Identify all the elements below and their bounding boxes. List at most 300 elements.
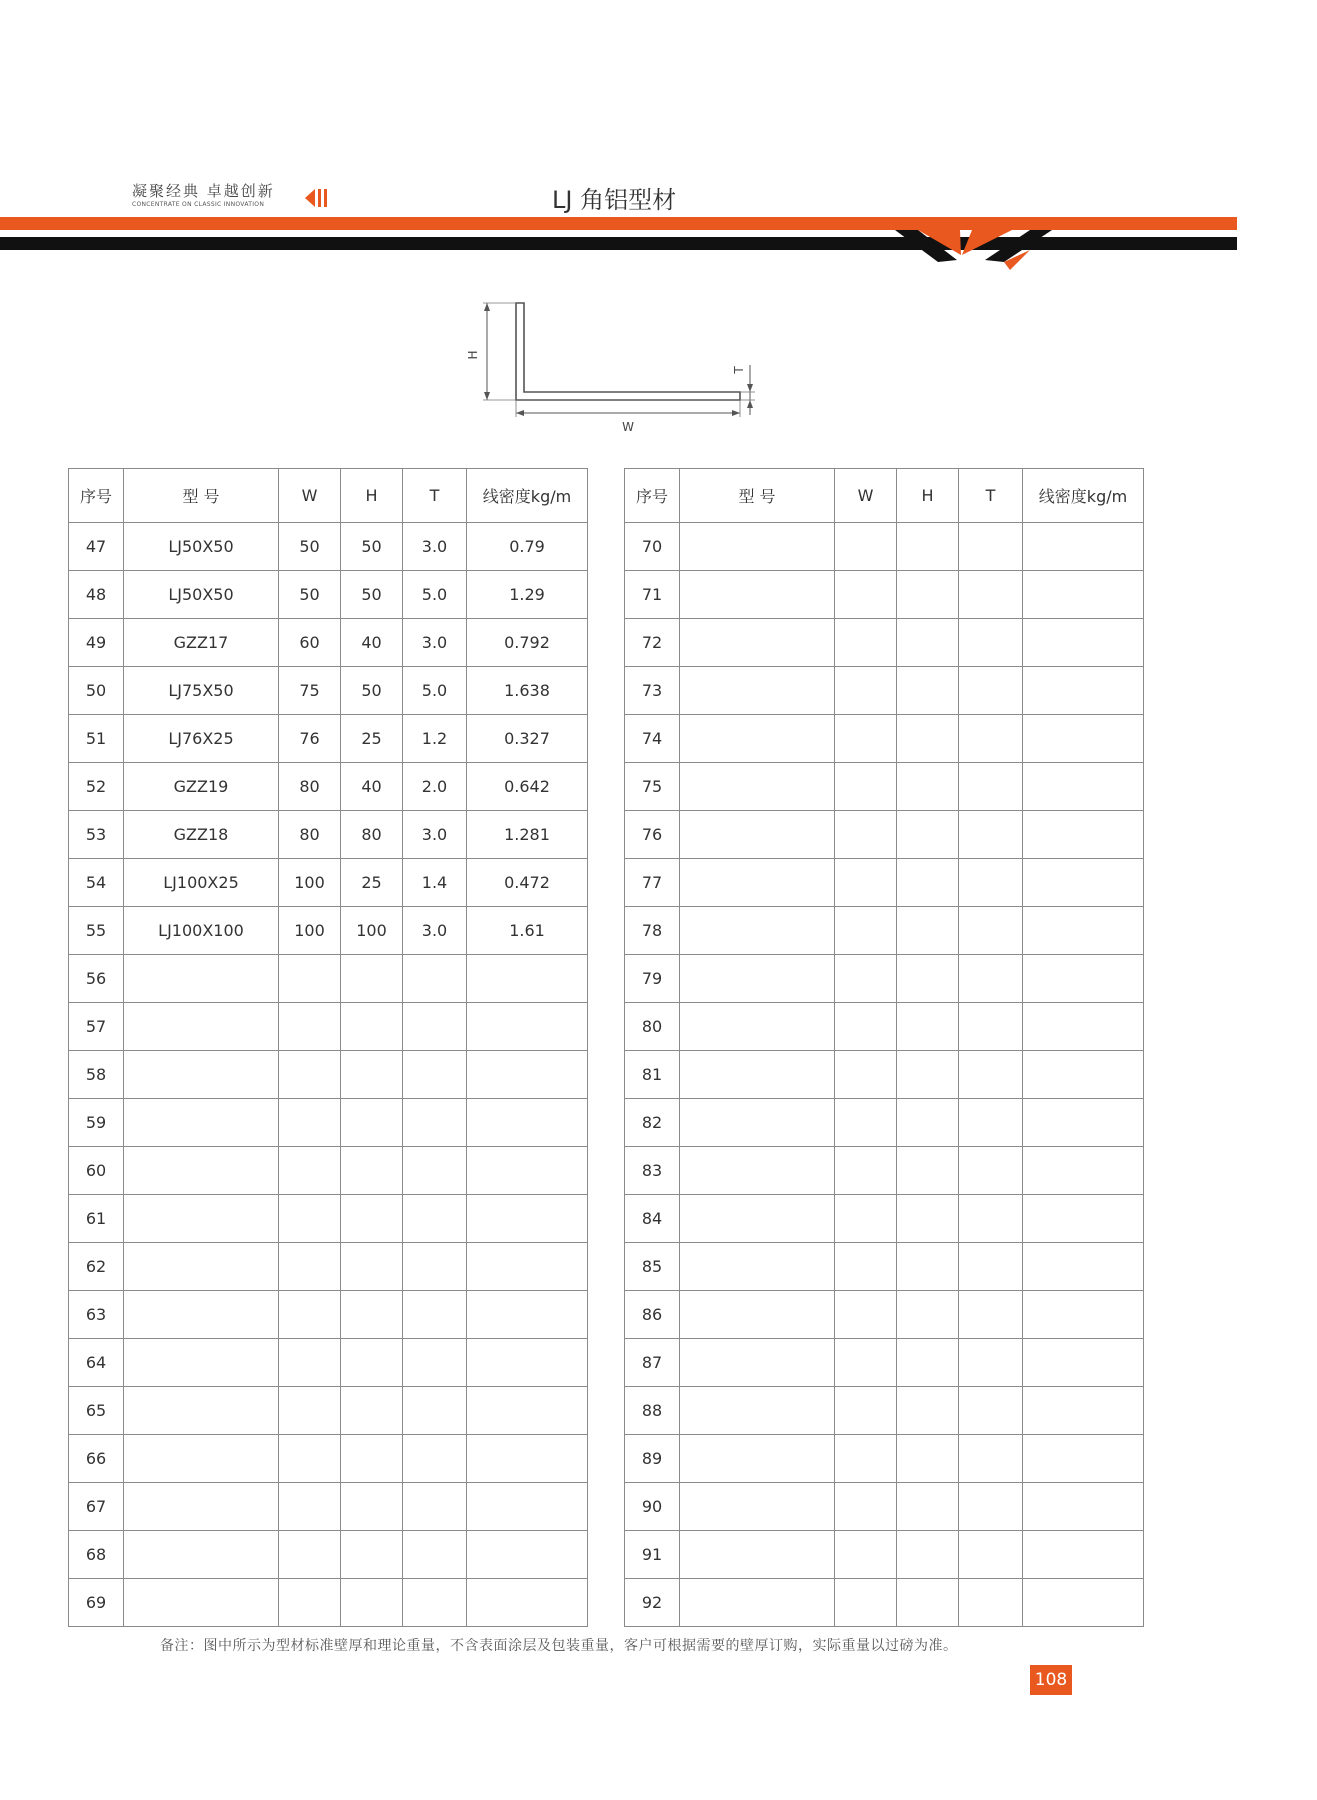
height-cell [897, 1243, 959, 1291]
model-cell: LJ50X50 [124, 571, 279, 619]
header-model: 型 号 [680, 469, 835, 523]
density-cell [1023, 1243, 1144, 1291]
thickness-cell [959, 1147, 1023, 1195]
serial-cell: 69 [69, 1579, 124, 1627]
model-cell [680, 1291, 835, 1339]
slogan-chinese: 凝聚经典 卓越创新 [132, 182, 275, 200]
model-cell: LJ100X100 [124, 907, 279, 955]
model-cell [680, 1243, 835, 1291]
density-cell [467, 1339, 588, 1387]
density-cell [467, 1147, 588, 1195]
header-t: T [403, 469, 467, 523]
serial-cell: 66 [69, 1435, 124, 1483]
density-cell [1023, 1483, 1144, 1531]
model-cell [680, 667, 835, 715]
density-cell [1023, 1531, 1144, 1579]
table-row [69, 859, 588, 907]
width-cell [835, 1099, 897, 1147]
width-cell [279, 1243, 341, 1291]
serial-cell: 49 [69, 619, 124, 667]
serial-cell: 81 [625, 1051, 680, 1099]
width-cell: 100 [279, 859, 341, 907]
serial-cell: 90 [625, 1483, 680, 1531]
density-cell: 1.281 [467, 811, 588, 859]
height-cell [897, 1531, 959, 1579]
width-cell: 80 [279, 763, 341, 811]
header-serial: 序号 [625, 469, 680, 523]
density-cell [467, 1435, 588, 1483]
thickness-cell: 1.2 [403, 715, 467, 763]
table-row [625, 763, 1144, 811]
density-cell [1023, 619, 1144, 667]
height-cell [897, 715, 959, 763]
density-cell [467, 1291, 588, 1339]
model-cell [124, 1291, 279, 1339]
height-cell: 25 [341, 715, 403, 763]
thickness-cell [959, 1003, 1023, 1051]
height-cell [341, 1051, 403, 1099]
width-cell [835, 1051, 897, 1099]
density-cell [1023, 1291, 1144, 1339]
height-cell [341, 955, 403, 1003]
density-cell [467, 1483, 588, 1531]
thickness-cell [403, 1003, 467, 1051]
height-cell [341, 1435, 403, 1483]
model-cell [124, 1243, 279, 1291]
model-cell: LJ50X50 [124, 523, 279, 571]
serial-cell: 87 [625, 1339, 680, 1387]
model-cell [680, 1531, 835, 1579]
width-cell [279, 1291, 341, 1339]
table-row [69, 619, 588, 667]
density-cell [1023, 571, 1144, 619]
height-cell [341, 1291, 403, 1339]
table-row [625, 1483, 1144, 1531]
height-cell [897, 1435, 959, 1483]
serial-cell: 64 [69, 1339, 124, 1387]
height-cell [897, 859, 959, 907]
model-cell [680, 859, 835, 907]
serial-cell: 76 [625, 811, 680, 859]
height-cell [341, 1579, 403, 1627]
serial-cell: 84 [625, 1195, 680, 1243]
width-cell: 50 [279, 571, 341, 619]
width-cell [835, 1195, 897, 1243]
density-cell [1023, 763, 1144, 811]
density-cell [1023, 1387, 1144, 1435]
header-w: W [835, 469, 897, 523]
density-cell [1023, 859, 1144, 907]
thickness-cell [959, 811, 1023, 859]
width-cell: 50 [279, 523, 341, 571]
width-cell [279, 1483, 341, 1531]
thickness-cell [403, 1051, 467, 1099]
width-cell [835, 955, 897, 1003]
table-row [625, 523, 1144, 571]
width-cell [835, 1003, 897, 1051]
serial-cell: 77 [625, 859, 680, 907]
header-h: H [341, 469, 403, 523]
angle-profile-diagram [465, 295, 765, 445]
dimension-label-h: H [466, 350, 480, 360]
thickness-cell: 2.0 [403, 763, 467, 811]
width-cell [279, 1339, 341, 1387]
width-cell [835, 1579, 897, 1627]
height-cell [897, 523, 959, 571]
density-cell: 0.792 [467, 619, 588, 667]
model-cell [680, 955, 835, 1003]
serial-cell: 63 [69, 1291, 124, 1339]
table-row [69, 1387, 588, 1435]
model-cell [680, 763, 835, 811]
width-cell [835, 907, 897, 955]
table-row [69, 1099, 588, 1147]
table-row [69, 1483, 588, 1531]
table-row [69, 1579, 588, 1627]
model-cell [124, 1483, 279, 1531]
table-row [69, 1147, 588, 1195]
height-cell [897, 571, 959, 619]
width-cell [279, 1147, 341, 1195]
table-row [69, 1531, 588, 1579]
thickness-cell [959, 1579, 1023, 1627]
dimension-label-t: T [732, 366, 746, 374]
thickness-cell [403, 1435, 467, 1483]
serial-cell: 54 [69, 859, 124, 907]
density-cell [1023, 811, 1144, 859]
model-cell [124, 1435, 279, 1483]
density-cell [467, 1099, 588, 1147]
height-cell [897, 1003, 959, 1051]
serial-cell: 50 [69, 667, 124, 715]
table-row [625, 1531, 1144, 1579]
serial-cell: 72 [625, 619, 680, 667]
table-row [625, 1435, 1144, 1483]
table-row [69, 1195, 588, 1243]
model-cell: GZZ19 [124, 763, 279, 811]
table-row [625, 1387, 1144, 1435]
serial-cell: 91 [625, 1531, 680, 1579]
serial-cell: 48 [69, 571, 124, 619]
thickness-cell [959, 1387, 1023, 1435]
model-cell [680, 811, 835, 859]
model-cell [124, 1579, 279, 1627]
thickness-cell: 3.0 [403, 619, 467, 667]
thickness-cell [959, 1243, 1023, 1291]
density-cell [1023, 1435, 1144, 1483]
height-cell [341, 1387, 403, 1435]
serial-cell: 60 [69, 1147, 124, 1195]
width-cell: 60 [279, 619, 341, 667]
spec-table-left [68, 468, 588, 1627]
model-cell [124, 1339, 279, 1387]
serial-cell: 74 [625, 715, 680, 763]
height-cell: 40 [341, 619, 403, 667]
table-row [69, 1339, 588, 1387]
model-cell [680, 1195, 835, 1243]
serial-cell: 85 [625, 1243, 680, 1291]
table-row [625, 859, 1144, 907]
density-cell [1023, 1147, 1144, 1195]
table-row [69, 571, 588, 619]
serial-cell: 68 [69, 1531, 124, 1579]
table-row [625, 571, 1144, 619]
thickness-cell [959, 955, 1023, 1003]
serial-cell: 75 [625, 763, 680, 811]
thickness-cell [403, 1387, 467, 1435]
page-number: 108 [1030, 1665, 1072, 1695]
model-cell: LJ75X50 [124, 667, 279, 715]
model-cell [680, 619, 835, 667]
spec-table-right [624, 468, 1144, 1627]
table-row [625, 619, 1144, 667]
serial-cell: 92 [625, 1579, 680, 1627]
model-cell [124, 955, 279, 1003]
table-row [69, 1243, 588, 1291]
density-cell [467, 1195, 588, 1243]
density-cell [467, 1531, 588, 1579]
density-cell: 0.472 [467, 859, 588, 907]
height-cell [897, 811, 959, 859]
thickness-cell [959, 667, 1023, 715]
thickness-cell [959, 907, 1023, 955]
height-cell: 50 [341, 571, 403, 619]
width-cell [835, 1243, 897, 1291]
height-cell [341, 1339, 403, 1387]
width-cell [835, 859, 897, 907]
thickness-cell [959, 1195, 1023, 1243]
thickness-cell [403, 1195, 467, 1243]
header-serial: 序号 [69, 469, 124, 523]
serial-cell: 58 [69, 1051, 124, 1099]
density-cell [1023, 1339, 1144, 1387]
serial-cell: 70 [625, 523, 680, 571]
table-row [625, 1147, 1144, 1195]
height-cell [897, 1579, 959, 1627]
density-cell [1023, 1195, 1144, 1243]
width-cell [835, 1483, 897, 1531]
density-cell: 1.29 [467, 571, 588, 619]
footnote: 备注：图中所示为型材标准壁厚和理论重量，不含表面涂层及包装重量，客户可根据需要的壁厚订购，实际重量以过磅为准。 [160, 1638, 958, 1654]
width-cell [279, 1387, 341, 1435]
model-cell: GZZ18 [124, 811, 279, 859]
width-cell [279, 1195, 341, 1243]
width-cell: 75 [279, 667, 341, 715]
table-row [69, 523, 588, 571]
table-row [69, 907, 588, 955]
table-row [69, 811, 588, 859]
model-cell [124, 1003, 279, 1051]
density-cell [467, 1003, 588, 1051]
height-cell [897, 907, 959, 955]
dimension-label-w: W [622, 420, 634, 434]
serial-cell: 89 [625, 1435, 680, 1483]
serial-cell: 62 [69, 1243, 124, 1291]
thickness-cell [959, 571, 1023, 619]
serial-cell: 61 [69, 1195, 124, 1243]
serial-cell: 53 [69, 811, 124, 859]
density-cell: 0.642 [467, 763, 588, 811]
height-cell [341, 1483, 403, 1531]
density-cell [467, 1243, 588, 1291]
density-cell [1023, 667, 1144, 715]
table-row [69, 1003, 588, 1051]
table-row [69, 667, 588, 715]
thickness-cell [403, 1099, 467, 1147]
serial-cell: 47 [69, 523, 124, 571]
model-cell: LJ100X25 [124, 859, 279, 907]
model-cell: GZZ17 [124, 619, 279, 667]
height-cell [341, 1147, 403, 1195]
table-row [69, 1051, 588, 1099]
thickness-cell [403, 1483, 467, 1531]
table-row [69, 955, 588, 1003]
serial-cell: 71 [625, 571, 680, 619]
thickness-cell [959, 1099, 1023, 1147]
thickness-cell [959, 1531, 1023, 1579]
width-cell [279, 1051, 341, 1099]
serial-cell: 82 [625, 1099, 680, 1147]
table-row [625, 811, 1144, 859]
density-cell [1023, 1051, 1144, 1099]
serial-cell: 59 [69, 1099, 124, 1147]
thickness-cell [959, 763, 1023, 811]
width-cell [279, 1435, 341, 1483]
table-row [69, 1435, 588, 1483]
width-cell [835, 619, 897, 667]
header-h: H [897, 469, 959, 523]
width-cell [279, 1099, 341, 1147]
model-cell [680, 1339, 835, 1387]
width-cell [835, 1531, 897, 1579]
height-cell [341, 1003, 403, 1051]
table-row [625, 1003, 1144, 1051]
height-cell [341, 1195, 403, 1243]
thickness-cell [959, 1435, 1023, 1483]
height-cell [897, 1387, 959, 1435]
table-row [625, 1339, 1144, 1387]
table-row [625, 907, 1144, 955]
height-cell [341, 1099, 403, 1147]
width-cell [835, 1339, 897, 1387]
thickness-cell: 1.4 [403, 859, 467, 907]
model-cell [680, 1051, 835, 1099]
height-cell: 100 [341, 907, 403, 955]
thickness-cell [959, 1291, 1023, 1339]
width-cell [279, 1531, 341, 1579]
density-cell [1023, 955, 1144, 1003]
thickness-cell [403, 1531, 467, 1579]
model-cell [124, 1051, 279, 1099]
model-cell [680, 523, 835, 571]
table-row [625, 667, 1144, 715]
serial-cell: 55 [69, 907, 124, 955]
height-cell [897, 1147, 959, 1195]
width-cell [835, 1435, 897, 1483]
density-cell [467, 1051, 588, 1099]
density-cell [467, 955, 588, 1003]
table-row [69, 715, 588, 763]
header-banner [0, 210, 1317, 270]
width-cell [835, 1147, 897, 1195]
table-header-row [69, 469, 588, 523]
model-cell [680, 1435, 835, 1483]
width-cell [835, 1387, 897, 1435]
width-cell: 80 [279, 811, 341, 859]
model-cell [680, 1099, 835, 1147]
header-w: W [279, 469, 341, 523]
height-cell [897, 1099, 959, 1147]
table-row [625, 1243, 1144, 1291]
density-cell [1023, 1003, 1144, 1051]
height-cell [897, 619, 959, 667]
model-cell [124, 1387, 279, 1435]
thickness-cell [959, 1051, 1023, 1099]
model-cell [680, 907, 835, 955]
thickness-cell: 3.0 [403, 907, 467, 955]
width-cell: 76 [279, 715, 341, 763]
width-cell [835, 667, 897, 715]
header-t: T [959, 469, 1023, 523]
density-cell [467, 1579, 588, 1627]
serial-cell: 57 [69, 1003, 124, 1051]
model-cell [680, 715, 835, 763]
table-row [625, 1579, 1144, 1627]
model-cell [680, 1483, 835, 1531]
thickness-cell: 3.0 [403, 523, 467, 571]
serial-cell: 67 [69, 1483, 124, 1531]
thickness-cell [959, 619, 1023, 667]
height-cell [897, 1291, 959, 1339]
density-cell [1023, 1579, 1144, 1627]
model-cell [124, 1531, 279, 1579]
model-cell [124, 1195, 279, 1243]
header-linear-density: 线密度kg/m [1023, 469, 1144, 523]
arrow-bars-icon [305, 187, 329, 209]
height-cell [897, 955, 959, 1003]
serial-cell: 86 [625, 1291, 680, 1339]
model-cell [680, 1579, 835, 1627]
serial-cell: 78 [625, 907, 680, 955]
thickness-cell [959, 1339, 1023, 1387]
model-cell [124, 1099, 279, 1147]
height-cell: 50 [341, 667, 403, 715]
thickness-cell: 5.0 [403, 667, 467, 715]
model-cell: LJ76X25 [124, 715, 279, 763]
serial-cell: 80 [625, 1003, 680, 1051]
thickness-cell [403, 1243, 467, 1291]
model-cell [680, 1387, 835, 1435]
height-cell [341, 1531, 403, 1579]
table-row [69, 1291, 588, 1339]
width-cell [279, 1003, 341, 1051]
width-cell [279, 1579, 341, 1627]
height-cell [897, 1051, 959, 1099]
density-cell: 0.327 [467, 715, 588, 763]
serial-cell: 79 [625, 955, 680, 1003]
table-row [625, 955, 1144, 1003]
width-cell [835, 523, 897, 571]
thickness-cell [403, 1339, 467, 1387]
width-cell [835, 715, 897, 763]
thickness-cell [959, 1483, 1023, 1531]
model-cell [124, 1147, 279, 1195]
width-cell [835, 571, 897, 619]
height-cell: 80 [341, 811, 403, 859]
height-cell: 40 [341, 763, 403, 811]
thickness-cell [959, 523, 1023, 571]
height-cell: 50 [341, 523, 403, 571]
